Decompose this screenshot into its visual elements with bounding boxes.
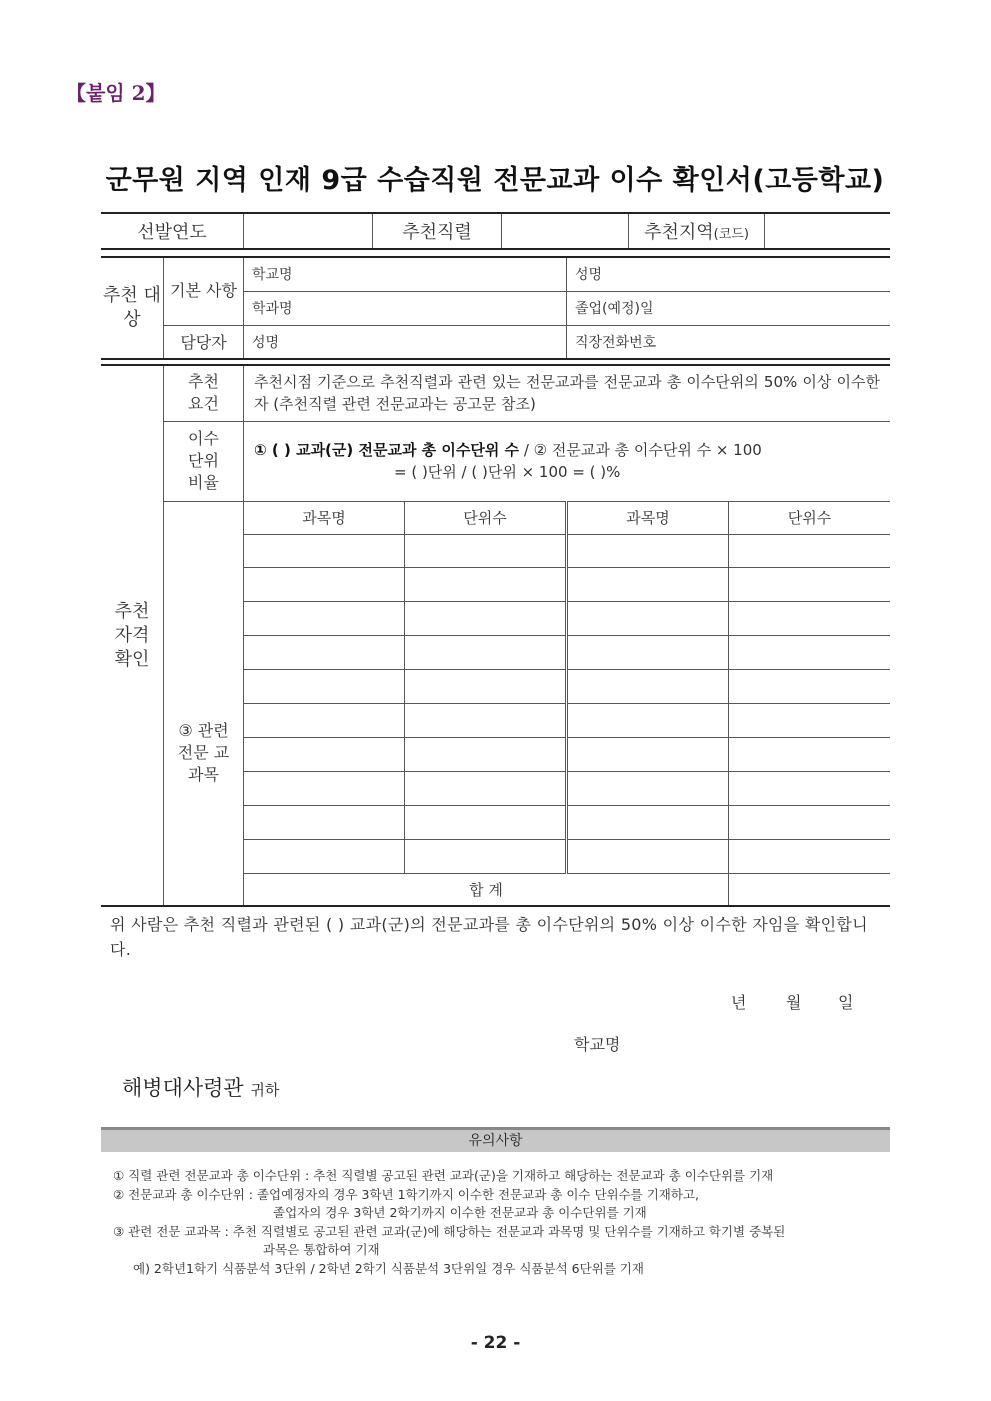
subject-cell[interactable]	[567, 669, 729, 703]
requirement-text: 추천시점 기준으로 추천직렬과 관련 있는 전문교과를 전문교과 총 이수단위의 50% 이상 이수한 자 (추천직렬 관련 전문교과는 공고문 참조)	[244, 365, 891, 421]
date-year: 년	[731, 993, 747, 1012]
selection-info-table	[101, 212, 890, 250]
subject-cell[interactable]	[244, 703, 405, 737]
subjects-label	[164, 501, 244, 906]
units-cell[interactable]	[405, 669, 567, 703]
year-field[interactable]	[244, 213, 373, 249]
units-cell[interactable]	[405, 567, 567, 601]
note-item: 과목은 통합하여 기재	[263, 1242, 380, 1257]
recipient-name: 해병대사령관	[122, 1076, 244, 1100]
units-cell[interactable]	[405, 805, 567, 839]
total-label: 합 계	[244, 873, 729, 906]
graduation-date-field[interactable]: 졸업(예정)일	[567, 291, 891, 325]
col-units-2: 단위수	[729, 501, 891, 534]
notes-title: 유의사항	[101, 1127, 890, 1152]
manager-name-field[interactable]: 성명	[244, 325, 567, 359]
manager-label: 담당자	[164, 325, 244, 359]
subject-cell[interactable]	[244, 737, 405, 771]
recipient	[122, 1072, 279, 1102]
subject-cell[interactable]	[567, 601, 729, 635]
position-field[interactable]	[502, 213, 629, 249]
date-month: 월	[786, 993, 802, 1012]
note-item: ① 직렬 관련 전문교과 총 이수단위 : 추천 직렬별 공고된 관련 교과(군)을 기재하고 해당하는 전문교과 총 이수단위를 기재	[113, 1168, 774, 1183]
notes-list	[113, 1167, 893, 1278]
subject-cell[interactable]	[567, 737, 729, 771]
col-units-1: 단위수	[405, 501, 567, 534]
page-number: - 22 -	[470, 1333, 521, 1353]
units-cell[interactable]	[729, 567, 891, 601]
school-name-field[interactable]: 학교명	[244, 257, 567, 291]
basic-info-label: 기본 사항	[164, 257, 244, 325]
region-label: 추천지역	[644, 222, 714, 243]
units-cell[interactable]	[405, 703, 567, 737]
units-cell[interactable]	[729, 669, 891, 703]
name-field[interactable]: 성명	[567, 257, 891, 291]
units-cell[interactable]	[729, 839, 891, 873]
col-subject-1: 과목명	[244, 501, 405, 534]
units-cell[interactable]	[729, 703, 891, 737]
ratio-formula-rest: / ② 전문교과 총 이수단위 수 × 100	[519, 441, 762, 459]
ratio-label-text: 이수 단위 비율	[188, 429, 219, 492]
requirement-label-text: 추천 요건	[188, 372, 219, 414]
qualification-section-label	[101, 365, 164, 906]
subject-cell[interactable]	[567, 534, 729, 567]
col-subject-2: 과목명	[567, 501, 729, 534]
subject-cell[interactable]	[567, 635, 729, 669]
subject-cell[interactable]	[567, 567, 729, 601]
subject-cell[interactable]	[567, 703, 729, 737]
confirmation-statement: 위 사람은 추천 직렬과 관련된 ( ) 교과(군)의 전문교과를 총 이수단위의 50% 이상 이수한 자임을 확인합니다.	[110, 915, 868, 959]
units-cell[interactable]	[729, 635, 891, 669]
subject-cell[interactable]	[244, 635, 405, 669]
units-cell[interactable]	[729, 771, 891, 805]
note-item: 예) 2학년1학기 식품분석 3단위 / 2학년 2학기 식품분석 3단위일 경우 식품분석 6단위를 기재	[133, 1260, 644, 1276]
school-signature-label: 학교명	[574, 1035, 621, 1054]
subject-cell[interactable]	[244, 601, 405, 635]
subject-cell[interactable]	[244, 669, 405, 703]
region-field[interactable]	[765, 213, 891, 249]
units-cell[interactable]	[405, 635, 567, 669]
ratio-label	[164, 421, 244, 501]
units-cell[interactable]	[729, 534, 891, 567]
subject-cell[interactable]	[244, 805, 405, 839]
units-cell[interactable]	[405, 839, 567, 873]
document-title: 군무원 지역 인재 9급 수습직원 전문교과 이수 확인서(고등학교)	[105, 165, 885, 196]
subject-cell[interactable]	[567, 805, 729, 839]
region-code-label: (코드)	[713, 227, 749, 242]
region-label-cell	[629, 213, 765, 249]
department-field[interactable]: 학과명	[244, 291, 567, 325]
units-cell[interactable]	[729, 805, 891, 839]
qualification-table	[101, 364, 890, 907]
subject-cell[interactable]	[567, 839, 729, 873]
units-cell[interactable]	[405, 771, 567, 805]
units-cell[interactable]	[729, 601, 891, 635]
total-units-field[interactable]	[729, 873, 891, 906]
units-cell[interactable]	[405, 601, 567, 635]
year-label: 선발연도	[101, 213, 244, 249]
date-day: 일	[838, 993, 854, 1012]
note-item: ② 전문교과 총 이수단위 : 졸업예정자의 경우 3학년 1학기까지 이수한 전문교과 총 이수 단위수를 기재하고,	[113, 1186, 700, 1202]
units-cell[interactable]	[729, 737, 891, 771]
ratio-formula[interactable]	[244, 421, 891, 501]
note-item: ③ 관련 전문 교과목 : 추천 직렬별로 공고된 관련 교과(군)에 해당하는 전문교과 과목명 및 단위수를 기재하고 학기별 중복된	[113, 1223, 786, 1239]
office-phone-field[interactable]: 직장전화번호	[567, 325, 891, 359]
subject-cell[interactable]	[244, 534, 405, 567]
note-item: 졸업자의 경우 3학년 2학기까지 이수한 전문교과 총 이수단위를 기재	[273, 1205, 647, 1220]
subject-cell[interactable]	[244, 567, 405, 601]
target-section-label: 추천 대상	[101, 257, 164, 359]
subject-cell[interactable]	[244, 771, 405, 805]
ratio-formula-line2: = ( )단위 / ( )단위 × 100 = ( )%	[394, 463, 621, 481]
subject-cell[interactable]	[244, 839, 405, 873]
subject-cell[interactable]	[567, 771, 729, 805]
recipient-suffix: 귀하	[250, 1081, 280, 1099]
position-label: 추천직렬	[373, 213, 502, 249]
attachment-label: 【붙임 2】	[66, 81, 166, 105]
requirement-label	[164, 365, 244, 421]
ratio-formula-bold: ① ( ) 교과(군) 전문교과 총 이수단위 수	[254, 441, 520, 459]
units-cell[interactable]	[405, 737, 567, 771]
units-cell[interactable]	[405, 534, 567, 567]
target-table	[101, 256, 890, 360]
qualification-section-text: 추천 자격 확인	[114, 600, 150, 670]
subjects-label-text: ③ 관련 전문 교과목	[177, 721, 230, 785]
